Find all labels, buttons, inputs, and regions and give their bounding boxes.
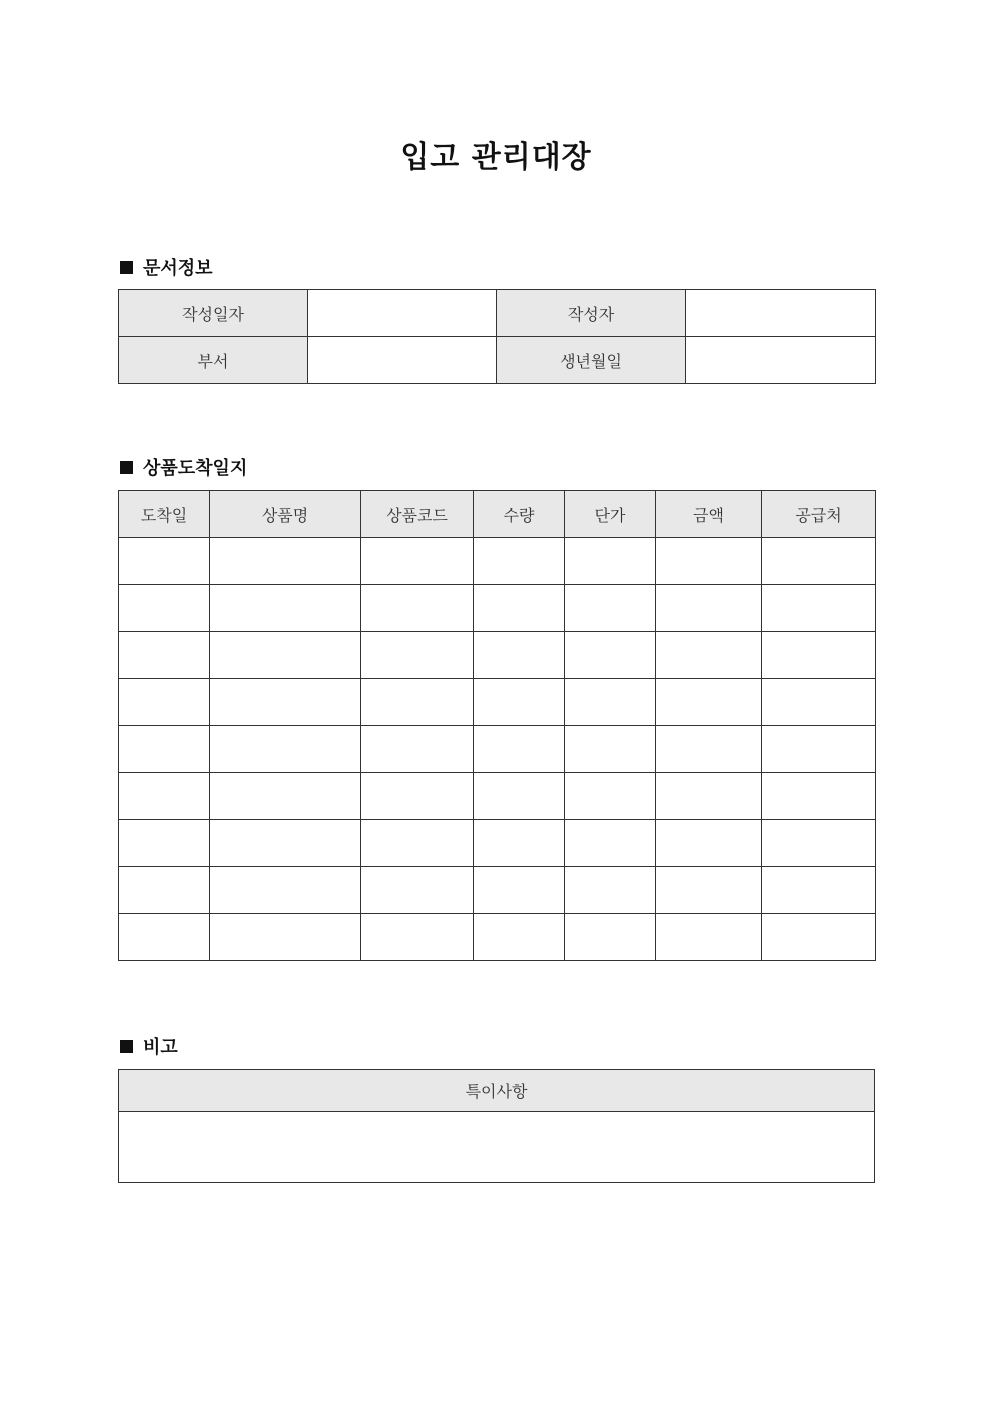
arrival-date-cell[interactable] <box>119 585 210 632</box>
quantity-cell[interactable] <box>474 773 565 820</box>
arrival-date-cell[interactable] <box>119 773 210 820</box>
arrival-log-table <box>118 490 876 961</box>
product-name-cell[interactable] <box>210 538 361 585</box>
product-code-cell[interactable] <box>361 726 474 773</box>
quantity-cell[interactable] <box>474 726 565 773</box>
quantity-cell[interactable] <box>474 538 565 585</box>
arrival-log-header-row <box>119 491 876 538</box>
column-header-arrival-date: 도착일 <box>119 491 210 538</box>
unit-price-cell[interactable] <box>565 773 656 820</box>
table-row <box>119 820 876 867</box>
doc-info-label: 작성일자 <box>119 290 308 337</box>
supplier-cell[interactable] <box>762 585 876 632</box>
supplier-cell[interactable] <box>762 820 876 867</box>
amount-cell[interactable] <box>656 773 762 820</box>
arrival-date-cell[interactable] <box>119 726 210 773</box>
unit-price-cell[interactable] <box>565 632 656 679</box>
table-row <box>119 726 876 773</box>
quantity-cell[interactable] <box>474 867 565 914</box>
table-row <box>119 773 876 820</box>
amount-cell[interactable] <box>656 820 762 867</box>
arrival-date-cell[interactable] <box>119 914 210 961</box>
remarks-body-row <box>119 1112 875 1183</box>
column-header-product-code: 상품코드 <box>361 491 474 538</box>
column-header-unit-price: 단가 <box>565 491 656 538</box>
product-code-cell[interactable] <box>361 820 474 867</box>
department-field[interactable] <box>308 337 497 384</box>
unit-price-cell[interactable] <box>565 538 656 585</box>
supplier-cell[interactable] <box>762 914 876 961</box>
supplier-cell[interactable] <box>762 538 876 585</box>
doc-info-label: 부서 <box>119 337 308 384</box>
product-name-cell[interactable] <box>210 820 361 867</box>
product-code-cell[interactable] <box>361 773 474 820</box>
birthdate-field[interactable] <box>686 337 876 384</box>
quantity-cell[interactable] <box>474 585 565 632</box>
table-row <box>119 585 876 632</box>
amount-cell[interactable] <box>656 914 762 961</box>
doc-info-heading-label: 문서정보 <box>143 258 213 279</box>
doc-info-heading <box>120 254 213 280</box>
remarks-header-row <box>119 1070 875 1112</box>
supplier-cell[interactable] <box>762 632 876 679</box>
column-header-amount: 금액 <box>656 491 762 538</box>
quantity-cell[interactable] <box>474 914 565 961</box>
product-name-cell[interactable] <box>210 585 361 632</box>
product-code-cell[interactable] <box>361 867 474 914</box>
doc-info-row <box>119 337 876 384</box>
arrival-date-cell[interactable] <box>119 820 210 867</box>
amount-cell[interactable] <box>656 585 762 632</box>
page-title: 입고 관리대장 <box>400 140 592 175</box>
product-name-cell[interactable] <box>210 914 361 961</box>
amount-cell[interactable] <box>656 632 762 679</box>
arrival-log-body <box>119 538 876 961</box>
product-code-cell[interactable] <box>361 679 474 726</box>
unit-price-cell[interactable] <box>565 867 656 914</box>
remarks-heading <box>120 1033 178 1059</box>
arrival-date-cell[interactable] <box>119 632 210 679</box>
remarks-heading-label: 비고 <box>143 1037 178 1058</box>
product-code-cell[interactable] <box>361 585 474 632</box>
arrival-log-heading <box>120 454 247 480</box>
amount-cell[interactable] <box>656 679 762 726</box>
doc-info-row <box>119 290 876 337</box>
amount-cell[interactable] <box>656 538 762 585</box>
supplier-cell[interactable] <box>762 867 876 914</box>
product-name-cell[interactable] <box>210 867 361 914</box>
amount-cell[interactable] <box>656 867 762 914</box>
amount-cell[interactable] <box>656 726 762 773</box>
supplier-cell[interactable] <box>762 679 876 726</box>
column-header-supplier: 공급처 <box>762 491 876 538</box>
product-name-cell[interactable] <box>210 726 361 773</box>
square-bullet-icon <box>120 1040 133 1053</box>
square-bullet-icon <box>120 461 133 474</box>
arrival-date-cell[interactable] <box>119 867 210 914</box>
quantity-cell[interactable] <box>474 679 565 726</box>
unit-price-cell[interactable] <box>565 914 656 961</box>
quantity-cell[interactable] <box>474 632 565 679</box>
doc-info-label: 생년월일 <box>497 337 686 384</box>
arrival-date-cell[interactable] <box>119 538 210 585</box>
unit-price-cell[interactable] <box>565 679 656 726</box>
product-code-cell[interactable] <box>361 914 474 961</box>
table-row <box>119 538 876 585</box>
remarks-table <box>118 1069 875 1183</box>
table-row <box>119 632 876 679</box>
unit-price-cell[interactable] <box>565 585 656 632</box>
arrival-date-cell[interactable] <box>119 679 210 726</box>
doc-info-label: 작성자 <box>497 290 686 337</box>
product-code-cell[interactable] <box>361 538 474 585</box>
author-field[interactable] <box>686 290 876 337</box>
product-code-cell[interactable] <box>361 632 474 679</box>
square-bullet-icon <box>120 261 133 274</box>
unit-price-cell[interactable] <box>565 820 656 867</box>
supplier-cell[interactable] <box>762 773 876 820</box>
remarks-field[interactable] <box>119 1112 875 1183</box>
table-row <box>119 679 876 726</box>
product-name-cell[interactable] <box>210 773 361 820</box>
product-name-cell[interactable] <box>210 632 361 679</box>
quantity-cell[interactable] <box>474 820 565 867</box>
unit-price-cell[interactable] <box>565 726 656 773</box>
table-row <box>119 867 876 914</box>
arrival-log-heading-label: 상품도착일지 <box>143 458 248 479</box>
supplier-cell[interactable] <box>762 726 876 773</box>
column-header-product-name: 상품명 <box>210 491 361 538</box>
remarks-label: 특이사항 <box>119 1070 875 1112</box>
column-header-quantity: 수량 <box>474 491 565 538</box>
doc-info-table <box>118 289 876 384</box>
table-row <box>119 914 876 961</box>
product-name-cell[interactable] <box>210 679 361 726</box>
created-date-field[interactable] <box>308 290 497 337</box>
